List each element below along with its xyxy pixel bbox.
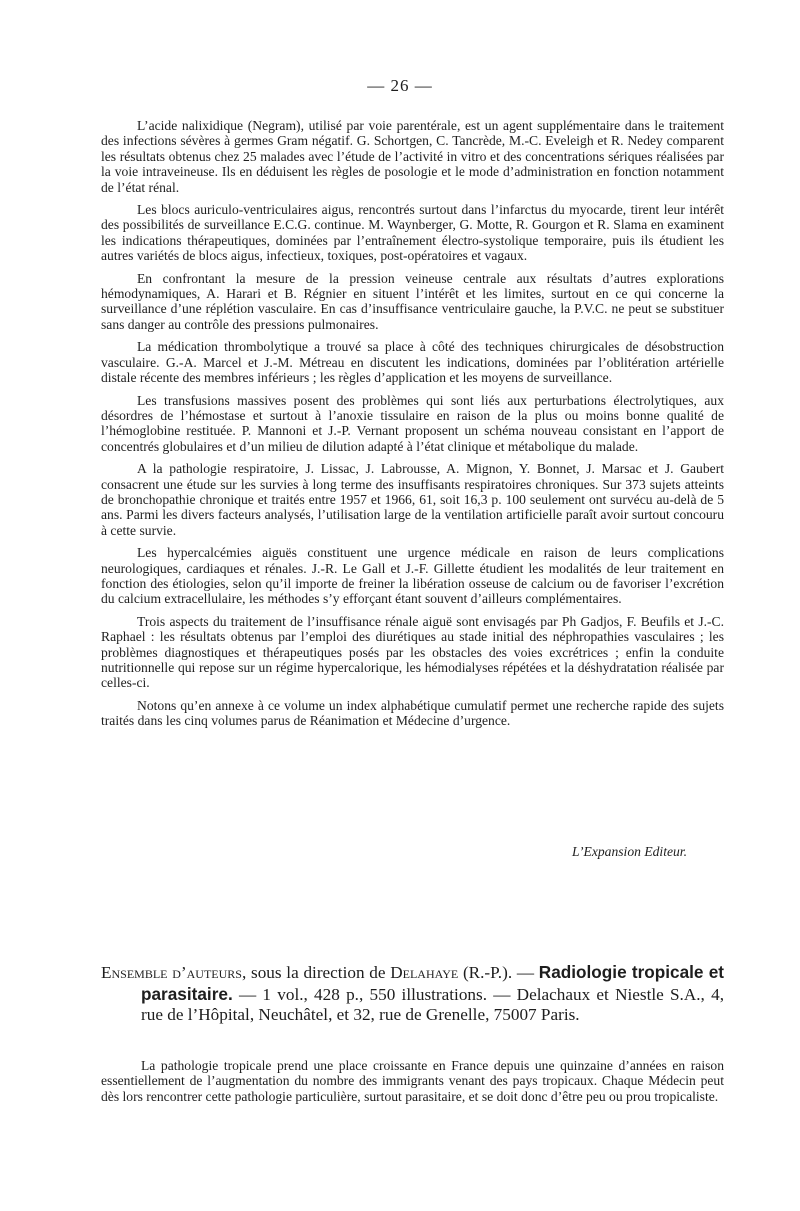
paragraph-6: A la pathologie respiratoire, J. Lissac, J. Labrousse, A. Mignon, Y. Bonnet, J. Marsac et J. Gaubert consacrent une étude sur les survies à long terme des insuffisants respiratoires chroniques. Sur 373 sujets atteints de bronchopathie chronique et traités entre 1957 et 1966, 61, soit 16,3 p. 100 seulement ont survécu au-delà de 5 ans. Parmi les divers facteurs analysés, l’utilisation large de la ventilation artificielle paraît avoir surtout concouru à cette survie.: [101, 461, 724, 538]
review-title: Radiologie tropicale et parasitaire.: [141, 962, 724, 1004]
review-details: — 1 vol., 428 p., 550 illustrations. — Delachaux et Niestle S.A., 4, rue de l’Hôpital, Neuchâtel, et 32, rue de Grenelle, 75007 Paris.: [141, 984, 724, 1024]
review-editor: Delahaye: [390, 963, 459, 982]
paragraph-1: L’acide nalixidique (Negram), utilisé par voie parentérale, est un agent supplémentaire dans le traitement des infections sévères à germes Gram négatif. G. Schortgen, C. Tancrède, M.-C. Eveleigh et R. Nedey comparent les résultats obtenus chez 25 malades avec l’étude de l’activité in vitro et des concentrations sériques réalisées par la voie intraveineuse. Ils en déduisent les règles de posologie et le mode d’administration en fonction notamment de l’état rénal.: [101, 118, 724, 195]
signature: L’Expansion Editeur.: [571, 844, 687, 859]
review-authors: Ensemble d’auteurs: [101, 963, 242, 982]
review-header: [101, 962, 724, 1026]
article-body: [101, 118, 724, 736]
review-paragraph: La pathologie tropicale prend une place croissante en France depuis une quinzaine d’années en raison essentiellement de l’augmentation du nombre des immigrants venant des pays tropicaux. Chaque Médecin peut dès lors rencontrer cette pathologie particulière, surtout parasitaire, et se doit donc d’être peu ou prou tropicaliste.: [101, 1058, 724, 1104]
paragraph-8: Trois aspects du traitement de l’insuffisance rénale aiguë sont envisagés par Ph Gadjos, F. Beufils et J.-C. Raphael : les résultats obtenus par l’emploi des diurétiques au stade initial des néphropathies vasculaires ; les problèmes diagnostiques et thérapeutiques posés par les obstacles des voies excrétrices ; enfin la conduite nutritionnelle qui repose sur un régime hypercalorique, les hémodialyses répétées et la déshydratation réalisée par celles-ci.: [101, 613, 724, 691]
paragraph-2: Les blocs auriculo-ventriculaires aigus, rencontrés surtout dans l’infarctus du myocarde, tirent leur intérêt des possibilités de surveillance E.C.G. continue. M. Waynberger, G. Motte, R. Gourgon et R. Slama en examinent les indications thérapeutiques, dominées par l’entraînement électro-systolique temporaire, puis ils étudient les autres variétés de blocs aigus, infectieux, toxiques, post-opératoires et vagaux.: [101, 202, 724, 264]
review-direction: , sous la direction de: [241, 963, 391, 982]
paragraph-7: Les hypercalcémies aiguës constituent une urgence médicale en raison de leurs complications neurologiques, cardiaques et rénales. J.-R. Le Gall et J.-F. Gillette étudient les modalités de leur traitement en fonction des étiologies, selon qu’il importe de freiner la libération osseuse de calcium ou de favoriser l’excrétion du calcium extracellulaire, les méthodes s’y efforçant étant souvent d’ailleurs complémentaires.: [101, 545, 724, 607]
paragraph-5: Les transfusions massives posent des problèmes qui sont liés aux perturbations électrolytiques, aux désordres de l’hémostase et surtout à l’anoxie tissulaire en raison de la plus ou moins bonne qualité de l’hémoglobine restituée. P. Mannoni et J.-P. Vernant proposent un schéma nouveau consistant en l’apport de concentrés globulaires et d’un milieu de dilution adapté à l’état clinique et métabolique du malade.: [101, 392, 724, 454]
paragraph-3: En confrontant la mesure de la pression veineuse centrale aux résultats d’autres explorations hémodynamiques, A. Harari et B. Régnier en situent l’intérêt et les limites, surtout en ce qui concerne la surveillance d’une réplétion vasculaire. En cas d’insuffisance ventriculaire gauche, la P.V.C. ne peut se substituer sans danger au contrôle des pressions pulmonaires.: [101, 270, 724, 332]
paragraph-9: Notons qu’en annexe à ce volume un index alphabétique cumulatif permet une recherche rapide des sujets traités dans les cinq volumes parus de Réanimation et Médecine d’urgence.: [101, 697, 724, 729]
paragraph-4: La médication thrombolytique a trouvé sa place à côté des techniques chirurgicales de désobstruction vasculaire. G.-A. Marcel et J.-M. Métreau en discutent les indications, dominées par l’oblitération artérielle distale récente des membres inférieurs ; les règles d’application et les moyens de surveillance.: [101, 339, 724, 386]
review-editor-initials: (R.-P.). —: [458, 963, 539, 982]
review-body: [101, 1058, 724, 1104]
page-number: — 26 —: [367, 76, 433, 95]
